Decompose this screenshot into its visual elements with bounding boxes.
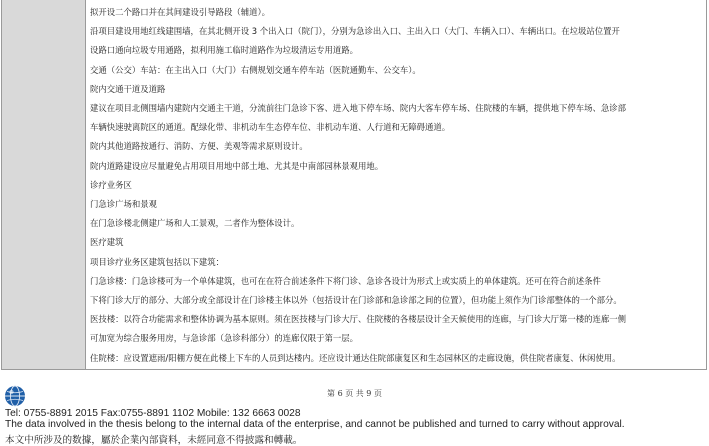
paragraph: 门急诊楼：门急诊楼可为一个单体建筑，也可在在符合前述条件下将门诊、急诊各设计为形式上或实质上的单体建筑。还可在符合前述条件	[90, 275, 601, 286]
paragraph: 交通（公交）车站：在主出入口（大门）右侧规划交通车停车站（医院通勤车、公交车）。	[90, 64, 421, 75]
paragraph: 下将门诊大厅的部分、大部分或全部设计在门诊楼主体以外（包括设计在门诊部和急诊部之间的位置），但功能上须作为门诊部整体的一个部分。	[90, 295, 622, 306]
paragraph: 在门急诊楼北侧建广场和人工景观，二者作为整体设计。	[90, 218, 300, 229]
contact-info: Tel: 0755-8891 2015 Fax:0755-8891 1102 Mobile: 132 6663 0028	[5, 408, 301, 419]
section-heading: 院内交通干道及道路	[90, 83, 166, 94]
page-number: 第 6 页 共 9 页	[327, 389, 382, 398]
paragraph: 住院楼：应设置遮雨/阳棚方便在此楼上下车的人员到达楼内。还应设计通达住院部康复区和生态园林区的走廊设施，供住院者康复、休闲使用。	[90, 352, 621, 363]
table-label-cell	[2, 0, 86, 369]
paragraph: 医技楼：以符合功能需求和整体协调为基本原则。须在医技楼与门诊大厅、住院楼的各楼层设计全天候使用的连廊，与门诊大厅第一楼的连廊一侧	[90, 314, 626, 325]
section-heading: 医疗建筑	[90, 237, 124, 248]
paragraph: 拟开设二个路口并在其间建设引导路段（辅道）。	[90, 7, 271, 17]
disclaimer-english: The data involved in the thesis belong to the internal data of the enterprise, and cannot be published and turned to carry without approval.	[5, 419, 625, 430]
paragraph: 设路口通向垃圾专用通路，拟利用施工临时道路作为垃圾清运专用道路。	[90, 45, 358, 56]
page-footer	[0, 378, 709, 446]
globe-logo-icon	[4, 385, 26, 407]
section-heading: 诊疗业务区	[90, 179, 132, 190]
paragraph: 车辆快速驶离院区的通道。配绿化带、非机动车生态停车位、非机动车道、人行道和无障碍通道。	[90, 122, 451, 133]
paragraph: 沿项目建设用地红线建围墙，在其北侧开设 3 个出入口（院门），分别为急诊出入口、主出入口（大门、车辆入口）、车辆出口。在垃圾站位置开	[90, 26, 620, 37]
section-heading: 门急诊广场和景观	[90, 199, 157, 210]
paragraph: 项目诊疗业务区建筑包括以下建筑：	[90, 256, 224, 267]
disclaimer-chinese: 本文中所涉及的数據，屬於企業內部資料，未經同意不得披露和轉載。	[5, 435, 303, 446]
paragraph: 建议在项目北侧围墙内建院内交通主干道，分流前往门急诊下客、进入地下停车场、院内大客车停车场、住院楼的车辆，提供地下停车场、急诊部	[90, 103, 626, 114]
content-table	[1, 0, 707, 370]
paragraph: 院内其他道路按通行、消防、方便、美观等需求原则设计。	[90, 141, 308, 152]
paragraph: 可加宽为综合服务用房，与急诊部（急诊科部分）的连廊仅限于第一层。	[90, 333, 358, 344]
paragraph: 院内道路建设应尽量避免占用项目用地中部土地、尤其是中南部园林景观用地。	[90, 160, 384, 171]
table-content-cell	[86, 0, 706, 369]
